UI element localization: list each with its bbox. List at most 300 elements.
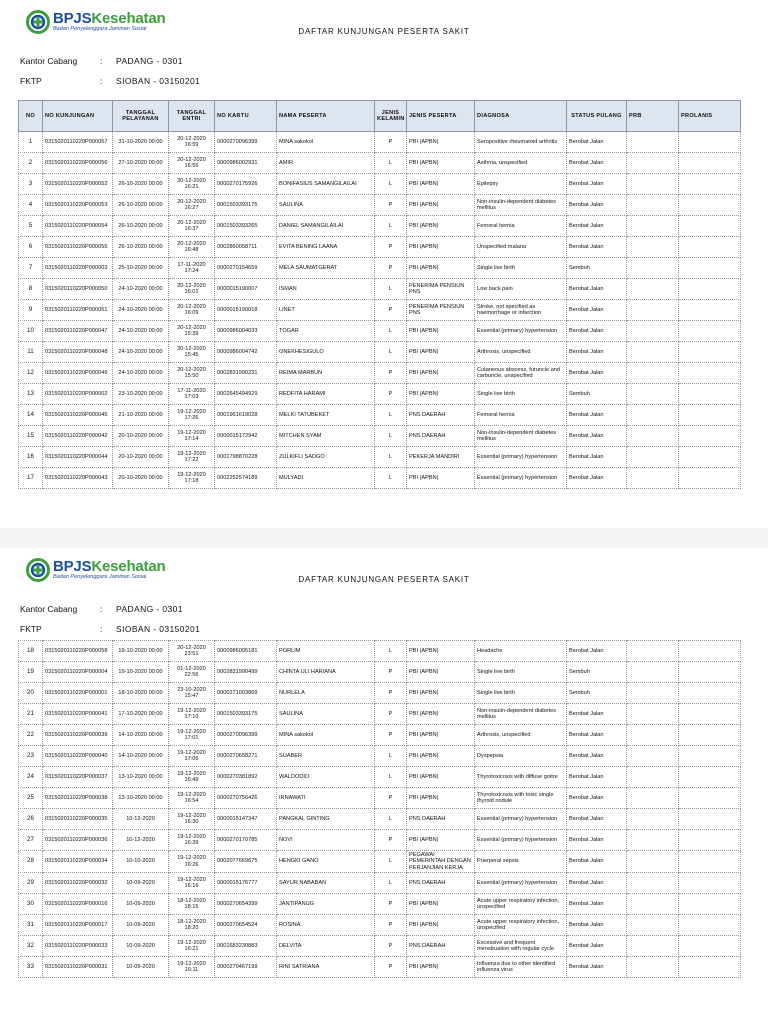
- cell-tanggal-pelayanan: 10-09-2020: [113, 957, 169, 978]
- cell-jenis-kelamin: P: [375, 300, 407, 321]
- cell-jenis-peserta: PBI (APBN): [407, 237, 475, 258]
- cell-prolanis: [679, 258, 741, 279]
- table-row: [19, 384, 741, 405]
- cell-no: 13: [19, 384, 43, 405]
- cell-no-kunjungan: 0315020110220P000055: [43, 237, 113, 258]
- cell-diagnosa: Acute upper respiratory infection, unspecified: [475, 894, 567, 915]
- cell-no-kartu: 0001503393175: [215, 195, 277, 216]
- cell-tanggal-entri: 19-12-2020 16:49: [169, 767, 215, 788]
- visits-table-body: [19, 132, 741, 489]
- cell-tanggal-entri: 20-12-2020 16:59: [169, 132, 215, 153]
- cell-jenis-kelamin: L: [375, 809, 407, 830]
- cell-no-kartu: 0000271003869: [215, 683, 277, 704]
- cell-prolanis: [679, 153, 741, 174]
- cell-prb: [627, 683, 679, 704]
- cell-prb: [627, 662, 679, 683]
- visits-table-1-wrapper: [18, 100, 741, 489]
- cell-jenis-kelamin: P: [375, 363, 407, 384]
- cell-no: 31: [19, 915, 43, 936]
- cell-nama-peserta: DANIEL SAMANGILAILAI: [277, 216, 375, 237]
- cell-no: 29: [19, 873, 43, 894]
- cell-no-kunjungan: 0315020110220P000051: [43, 300, 113, 321]
- cell-status-pulang: Berobat Jalan: [567, 915, 627, 936]
- cell-diagnosa: Excessive and frequent menstruation with regular cycle: [475, 936, 567, 957]
- table-row: [19, 321, 741, 342]
- cell-prolanis: [679, 725, 741, 746]
- report-page-2: [0, 548, 768, 1024]
- cell-jenis-kelamin: L: [375, 468, 407, 489]
- cell-no-kunjungan: 0315020110220P000047: [43, 321, 113, 342]
- fktp-label: FKTP: [20, 76, 42, 86]
- cell-no: 19: [19, 662, 43, 683]
- cell-diagnosa: Acute upper respiratory infection, unspecified: [475, 915, 567, 936]
- cell-jenis-kelamin: P: [375, 237, 407, 258]
- cell-prb: [627, 237, 679, 258]
- cell-prb: [627, 405, 679, 426]
- cell-no: 18: [19, 641, 43, 662]
- cell-diagnosa: Stroke, not specified as haemorrhage or infarction: [475, 300, 567, 321]
- cell-tanggal-pelayanan: 18-10-2020 00:00: [113, 683, 169, 704]
- cell-diagnosa: Influenza due to other identified influenza virus: [475, 957, 567, 978]
- table-row: [19, 894, 741, 915]
- cell-status-pulang: Sembuh: [567, 384, 627, 405]
- cell-no: 30: [19, 894, 43, 915]
- cell-tanggal-pelayanan: 23-10-2020 00:00: [113, 384, 169, 405]
- cell-no-kartu: 0001503393265: [215, 216, 277, 237]
- cell-jenis-kelamin: P: [375, 788, 407, 809]
- cell-diagnosa: Essential (primary) hypertension: [475, 447, 567, 468]
- cell-tanggal-entri: 19-12-2020 17:26: [169, 405, 215, 426]
- table-row: [19, 662, 741, 683]
- cell-diagnosa: Essential (primary) hypertension: [475, 468, 567, 489]
- cell-jenis-peserta: PBI (APBN): [407, 704, 475, 725]
- col-header-no: NO: [19, 101, 43, 132]
- cell-prb: [627, 216, 679, 237]
- cell-prolanis: [679, 237, 741, 258]
- cell-nama-peserta: SAYUR NABABAN: [277, 873, 375, 894]
- cell-prolanis: [679, 683, 741, 704]
- table-header-row: [19, 101, 741, 132]
- kantor-cabang-label: Kantor Cabang: [20, 56, 78, 66]
- table-row: [19, 767, 741, 788]
- cell-jenis-kelamin: P: [375, 662, 407, 683]
- cell-nama-peserta: ISMAN: [277, 279, 375, 300]
- cell-nama-peserta: MELA SAUMATGERAT: [277, 258, 375, 279]
- cell-nama-peserta: EVITA BENING LAANA: [277, 237, 375, 258]
- cell-diagnosa: Single live birth: [475, 683, 567, 704]
- cell-no-kartu: 0000015172942: [215, 426, 277, 447]
- cell-prolanis: [679, 915, 741, 936]
- cell-status-pulang: Berobat Jalan: [567, 216, 627, 237]
- table-row: [19, 216, 741, 237]
- cell-diagnosa: Essential (primary) hypertension: [475, 830, 567, 851]
- cell-diagnosa: Unspecified malaria: [475, 237, 567, 258]
- cell-no-kunjungan: 0315020110220P000056: [43, 153, 113, 174]
- cell-jenis-peserta: PNS DAERAH: [407, 873, 475, 894]
- cell-jenis-peserta: PBI (APBN): [407, 384, 475, 405]
- cell-diagnosa: Non-insulin-dependent diabetes mellitus: [475, 195, 567, 216]
- cell-tanggal-pelayanan: 14-10-2020 00:00: [113, 746, 169, 767]
- cell-tanggal-pelayanan: 10-12-2020: [113, 809, 169, 830]
- cell-status-pulang: Berobat Jalan: [567, 767, 627, 788]
- cell-nama-peserta: MITCHEN SYAM: [277, 426, 375, 447]
- cell-nama-peserta: ROSINA: [277, 915, 375, 936]
- cell-tanggal-pelayanan: 26-10-2020 00:00: [113, 216, 169, 237]
- cell-tanggal-pelayanan: 13-10-2020 00:00: [113, 788, 169, 809]
- cell-prb: [627, 936, 679, 957]
- cell-nama-peserta: ZULKIFLI SADGO: [277, 447, 375, 468]
- cell-jenis-peserta: PNS DAERAH: [407, 809, 475, 830]
- cell-tanggal-entri: 19-12-2020 16:26: [169, 851, 215, 873]
- col-header-jenis-kelamin: JENIS KELAMIN: [375, 101, 407, 132]
- cell-tanggal-pelayanan: 20-10-2020 00:00: [113, 447, 169, 468]
- brand-tagline: Badan Penyelenggara Jaminan Sosial: [53, 574, 147, 580]
- cell-no-kartu: 0000270096399: [215, 132, 277, 153]
- col-header-nama-peserta: NAMA PESERTA: [277, 101, 375, 132]
- cell-prb: [627, 300, 679, 321]
- cell-no: 16: [19, 447, 43, 468]
- cell-nama-peserta: WALDODIO: [277, 767, 375, 788]
- cell-tanggal-pelayanan: 21-10-2020 00:00: [113, 405, 169, 426]
- cell-status-pulang: Berobat Jalan: [567, 342, 627, 363]
- cell-no-kartu: 0002645494929: [215, 384, 277, 405]
- col-header-tanggal-pelayanan: TANGGAL PELAYANAN: [113, 101, 169, 132]
- cell-status-pulang: Berobat Jalan: [567, 936, 627, 957]
- cell-no: 28: [19, 851, 43, 873]
- cell-tanggal-pelayanan: 24-10-2020 00:00: [113, 363, 169, 384]
- cell-jenis-peserta: PBI (APBN): [407, 216, 475, 237]
- cell-tanggal-pelayanan: 20-10-2020 00:00: [113, 426, 169, 447]
- cell-no: 21: [19, 704, 43, 725]
- cell-jenis-peserta: PBI (APBN): [407, 132, 475, 153]
- cell-no: 2: [19, 153, 43, 174]
- cell-prb: [627, 195, 679, 216]
- cell-no: 6: [19, 237, 43, 258]
- cell-prolanis: [679, 426, 741, 447]
- cell-tanggal-entri: 18-12-2020 18:20: [169, 915, 215, 936]
- document-title: DAFTAR KUNJUNGAN PESERTA SAKIT: [298, 575, 470, 584]
- cell-no: 23: [19, 746, 43, 767]
- cell-nama-peserta: AMIR: [277, 153, 375, 174]
- cell-jenis-kelamin: L: [375, 641, 407, 662]
- cell-tanggal-entri: 19-12-2020 17:06: [169, 746, 215, 767]
- cell-diagnosa: Cutaneous abscess, furuncle and carbuncle, unspecified: [475, 363, 567, 384]
- cell-status-pulang: Berobat Jalan: [567, 746, 627, 767]
- cell-nama-peserta: SUABER: [277, 746, 375, 767]
- cell-prb: [627, 788, 679, 809]
- col-header-tanggal-entri: TANGGAL ENTRI: [169, 101, 215, 132]
- cell-diagnosa: Epilepsy: [475, 174, 567, 195]
- cell-diagnosa: Non-insulin-dependent diabetes mellitus: [475, 426, 567, 447]
- cell-jenis-kelamin: P: [375, 704, 407, 725]
- cell-tanggal-pelayanan: 10-09-2020: [113, 894, 169, 915]
- cell-no-kunjungan: 0315020110220P000039: [43, 725, 113, 746]
- meta-colon: :: [100, 56, 103, 66]
- cell-jenis-peserta: PBI (APBN): [407, 830, 475, 851]
- cell-status-pulang: Berobat Jalan: [567, 405, 627, 426]
- cell-jenis-peserta: PBI (APBN): [407, 153, 475, 174]
- cell-nama-peserta: SAULINA: [277, 704, 375, 725]
- col-header-status-pulang: STATUS PULANG: [567, 101, 627, 132]
- cell-prolanis: [679, 279, 741, 300]
- kantor-cabang-value: PADANG - 0301: [116, 56, 183, 66]
- cell-tanggal-pelayanan: 10-10-2020: [113, 851, 169, 873]
- cell-no: 14: [19, 405, 43, 426]
- cell-tanggal-pelayanan: 10-09-2020: [113, 936, 169, 957]
- cell-jenis-kelamin: L: [375, 153, 407, 174]
- cell-nama-peserta: REDFITA HARAMI: [277, 384, 375, 405]
- cell-no-kunjungan: 0315020110220P000058: [43, 641, 113, 662]
- cell-no-kartu: 0002077669675: [215, 851, 277, 873]
- cell-no-kartu: 0000015147347: [215, 809, 277, 830]
- cell-jenis-kelamin: L: [375, 851, 407, 873]
- cell-prolanis: [679, 894, 741, 915]
- cell-no: 7: [19, 258, 43, 279]
- cell-tanggal-pelayanan: 10-09-2020: [113, 873, 169, 894]
- cell-status-pulang: Berobat Jalan: [567, 704, 627, 725]
- cell-no-kartu: 0002860058711: [215, 237, 277, 258]
- cell-diagnosa: Single live birth: [475, 384, 567, 405]
- cell-nama-peserta: CHINTA ULI HARIANA: [277, 662, 375, 683]
- cell-nama-peserta: NURLELA: [277, 683, 375, 704]
- cell-no: 8: [19, 279, 43, 300]
- cell-tanggal-entri: 19-12-2020 16:16: [169, 873, 215, 894]
- cell-jenis-kelamin: P: [375, 195, 407, 216]
- table-row: [19, 851, 741, 873]
- visits-table-body: [19, 641, 741, 978]
- cell-status-pulang: Berobat Jalan: [567, 894, 627, 915]
- cell-prb: [627, 384, 679, 405]
- cell-jenis-kelamin: P: [375, 683, 407, 704]
- cell-tanggal-entri: 19-12-2020 16:21: [169, 936, 215, 957]
- cell-nama-peserta: MULYADI: [277, 468, 375, 489]
- fktp-row: [20, 624, 200, 634]
- cell-tanggal-entri: 18-12-2020 18:15: [169, 894, 215, 915]
- cell-nama-peserta: IRNAWATI: [277, 788, 375, 809]
- cell-tanggal-pelayanan: 10-09-2020: [113, 915, 169, 936]
- document-title: DAFTAR KUNJUNGAN PESERTA SAKIT: [298, 27, 470, 36]
- table-row: [19, 153, 741, 174]
- table-row: [19, 957, 741, 978]
- cell-no-kartu: 0000015190007: [215, 279, 277, 300]
- col-header-no-kunjungan: NO KUNJUNGAN: [43, 101, 113, 132]
- brand-bpjs: BPJS: [53, 558, 92, 575]
- cell-tanggal-entri: 19-12-2020 16:54: [169, 788, 215, 809]
- cell-no-kunjungan: 0315020110220P000003: [43, 258, 113, 279]
- cell-jenis-peserta: PBI (APBN): [407, 683, 475, 704]
- cell-diagnosa: Dyspepsia: [475, 746, 567, 767]
- cell-jenis-peserta: PBI (APBN): [407, 363, 475, 384]
- cell-tanggal-pelayanan: 24-10-2020 00:00: [113, 300, 169, 321]
- cell-nama-peserta: BONIFASIUS SAMANGILAILAI: [277, 174, 375, 195]
- cell-tanggal-entri: 20-12-2020 15:50: [169, 363, 215, 384]
- brand-kesehatan: Kesehatan: [91, 558, 166, 575]
- cell-nama-peserta: RINI SATRIANA: [277, 957, 375, 978]
- cell-status-pulang: Berobat Jalan: [567, 279, 627, 300]
- cell-tanggal-pelayanan: 24-10-2020 00:00: [113, 279, 169, 300]
- cell-jenis-peserta: PBI (APBN): [407, 195, 475, 216]
- cell-tanggal-entri: 01-12-2020 22:56: [169, 662, 215, 683]
- cell-prb: [627, 174, 679, 195]
- brand-tagline: Badan Penyelenggara Jaminan Sosial: [53, 26, 147, 32]
- table-row: [19, 725, 741, 746]
- cell-no-kartu: 0000270756426: [215, 788, 277, 809]
- cell-prb: [627, 894, 679, 915]
- cell-jenis-peserta: PBI (APBN): [407, 342, 475, 363]
- cell-tanggal-entri: 20-12-2020 16:27: [169, 195, 215, 216]
- cell-tanggal-entri: 20-12-2020 23:51: [169, 641, 215, 662]
- cell-jenis-kelamin: L: [375, 279, 407, 300]
- cell-no: 26: [19, 809, 43, 830]
- cell-jenis-peserta: PBI (APBN): [407, 788, 475, 809]
- cell-jenis-kelamin: L: [375, 447, 407, 468]
- cell-prb: [627, 957, 679, 978]
- cell-jenis-kelamin: L: [375, 426, 407, 447]
- cell-no-kartu: 0001503393175: [215, 704, 277, 725]
- cell-nama-peserta: TOGAR: [277, 321, 375, 342]
- cell-prb: [627, 321, 679, 342]
- cell-status-pulang: Berobat Jalan: [567, 830, 627, 851]
- cell-tanggal-pelayanan: 19-10-2020 00:00: [113, 662, 169, 683]
- cell-no: 4: [19, 195, 43, 216]
- cell-nama-peserta: LINET: [277, 300, 375, 321]
- cell-no: 15: [19, 426, 43, 447]
- cell-tanggal-entri: 19-12-2020 17:14: [169, 426, 215, 447]
- cell-jenis-peserta: PBI (APBN): [407, 725, 475, 746]
- cell-no: 24: [19, 767, 43, 788]
- cell-tanggal-entri: 20-12-2020 15:39: [169, 321, 215, 342]
- cell-tanggal-entri: 20-12-2020 16:37: [169, 216, 215, 237]
- cell-jenis-peserta: PNS DAERAH: [407, 405, 475, 426]
- kantor-cabang-value: PADANG - 0301: [116, 604, 183, 614]
- cell-prb: [627, 873, 679, 894]
- cell-no-kartu: 0001683230883: [215, 936, 277, 957]
- cell-jenis-kelamin: P: [375, 725, 407, 746]
- cell-prb: [627, 153, 679, 174]
- cell-no: 5: [19, 216, 43, 237]
- cell-jenis-kelamin: L: [375, 321, 407, 342]
- cell-jenis-peserta: PENERIMA PENSIUN PNS: [407, 279, 475, 300]
- table-row: [19, 363, 741, 384]
- cell-no-kartu: 0000270654524: [215, 915, 277, 936]
- cell-tanggal-entri: 19-12-2020 17:22: [169, 447, 215, 468]
- cell-no-kartu: 0000986004033: [215, 321, 277, 342]
- cell-jenis-peserta: PBI (APBN): [407, 662, 475, 683]
- cell-tanggal-pelayanan: 26-10-2020 00:00: [113, 237, 169, 258]
- cell-nama-peserta: REIMA MARBUN: [277, 363, 375, 384]
- cell-diagnosa: Single live birth: [475, 258, 567, 279]
- cell-no-kunjungan: 0315020110220P000034: [43, 851, 113, 873]
- table-row: [19, 174, 741, 195]
- visits-table-2-wrapper: [18, 640, 741, 978]
- cell-status-pulang: Berobat Jalan: [567, 447, 627, 468]
- cell-tanggal-pelayanan: 26-10-2020 00:00: [113, 195, 169, 216]
- cell-jenis-peserta: PBI (APBN): [407, 258, 475, 279]
- cell-status-pulang: Berobat Jalan: [567, 132, 627, 153]
- cell-jenis-kelamin: P: [375, 258, 407, 279]
- cell-no-kartu: 0001798870228: [215, 447, 277, 468]
- table-row: [19, 237, 741, 258]
- cell-diagnosa: Arthrosis, unspecified: [475, 725, 567, 746]
- cell-prb: [627, 746, 679, 767]
- cell-diagnosa: Arthrosis, unspecified: [475, 342, 567, 363]
- cell-tanggal-entri: 17-11-2020 17:24: [169, 258, 215, 279]
- cell-jenis-peserta: PENERIMA PENSIUN PNS: [407, 300, 475, 321]
- table-row: [19, 809, 741, 830]
- cell-jenis-peserta: PEKERJA MANDIRI: [407, 447, 475, 468]
- cell-tanggal-entri: 19-12-2020 17:10: [169, 704, 215, 725]
- cell-status-pulang: Berobat Jalan: [567, 788, 627, 809]
- cell-jenis-peserta: PBI (APBN): [407, 174, 475, 195]
- cell-no-kartu: 0000270381892: [215, 767, 277, 788]
- cell-prolanis: [679, 873, 741, 894]
- cell-prb: [627, 279, 679, 300]
- cell-tanggal-pelayanan: 10-12-2020: [113, 830, 169, 851]
- cell-tanggal-entri: 19-12-2020 16:30: [169, 809, 215, 830]
- cell-status-pulang: Berobat Jalan: [567, 300, 627, 321]
- cell-jenis-peserta: PBI (APBN): [407, 915, 475, 936]
- fktp-value: SIOBAN - 03150201: [116, 76, 201, 86]
- cell-jenis-kelamin: L: [375, 873, 407, 894]
- cell-prb: [627, 641, 679, 662]
- cell-tanggal-entri: 20-12-2020 16:09: [169, 300, 215, 321]
- cell-no-kunjungan: 0315020110220P000004: [43, 662, 113, 683]
- cell-no-kunjungan: 0315020110220P000016: [43, 894, 113, 915]
- cell-prb: [627, 725, 679, 746]
- cell-status-pulang: Berobat Jalan: [567, 468, 627, 489]
- brand-kesehatan: Kesehatan: [91, 10, 166, 27]
- cell-no-kartu: 0000270154659: [215, 258, 277, 279]
- cell-prb: [627, 447, 679, 468]
- cell-no-kartu: 0002831990231: [215, 363, 277, 384]
- cell-prolanis: [679, 447, 741, 468]
- cell-prolanis: [679, 662, 741, 683]
- cell-jenis-kelamin: P: [375, 132, 407, 153]
- cell-jenis-peserta: PBI (APBN): [407, 957, 475, 978]
- table-row: [19, 704, 741, 725]
- cell-jenis-kelamin: P: [375, 957, 407, 978]
- cell-diagnosa: Thyrotoxicosis with diffuse goitre: [475, 767, 567, 788]
- cell-nama-peserta: JANTIPANUG: [277, 894, 375, 915]
- cell-jenis-kelamin: P: [375, 384, 407, 405]
- cell-jenis-peserta: PBI (APBN): [407, 746, 475, 767]
- cell-nama-peserta: MINA sakokol: [277, 132, 375, 153]
- cell-diagnosa: Seropositive rheumatoid arthritis: [475, 132, 567, 153]
- cell-tanggal-pelayanan: 27-10-2020 00:00: [113, 153, 169, 174]
- cell-nama-peserta: DELVITA: [277, 936, 375, 957]
- table-row: [19, 915, 741, 936]
- cell-no: 27: [19, 830, 43, 851]
- cell-no-kunjungan: 0315020110220P000041: [43, 704, 113, 725]
- col-header-prolanis: PROLANIS: [679, 101, 741, 132]
- cell-tanggal-entri: 19-12-2020 17:18: [169, 468, 215, 489]
- cell-prolanis: [679, 788, 741, 809]
- cell-diagnosa: Asthma, unspecified: [475, 153, 567, 174]
- cell-tanggal-entri: 20-12-2020 15:45: [169, 342, 215, 363]
- cell-tanggal-pelayanan: 24-10-2020 00:00: [113, 342, 169, 363]
- cell-no: 11: [19, 342, 43, 363]
- cell-diagnosa: Low back pain: [475, 279, 567, 300]
- table-row: [19, 426, 741, 447]
- cell-tanggal-pelayanan: 31-10-2020 00:00: [113, 132, 169, 153]
- cell-no-kunjungan: 0315020110220P000050: [43, 279, 113, 300]
- cell-prb: [627, 915, 679, 936]
- cell-tanggal-pelayanan: 17-10-2020 00:00: [113, 704, 169, 725]
- cell-jenis-peserta: PBI (APBN): [407, 641, 475, 662]
- cell-prb: [627, 342, 679, 363]
- cell-jenis-kelamin: L: [375, 216, 407, 237]
- cell-tanggal-entri: 20-12-2020 16:01: [169, 279, 215, 300]
